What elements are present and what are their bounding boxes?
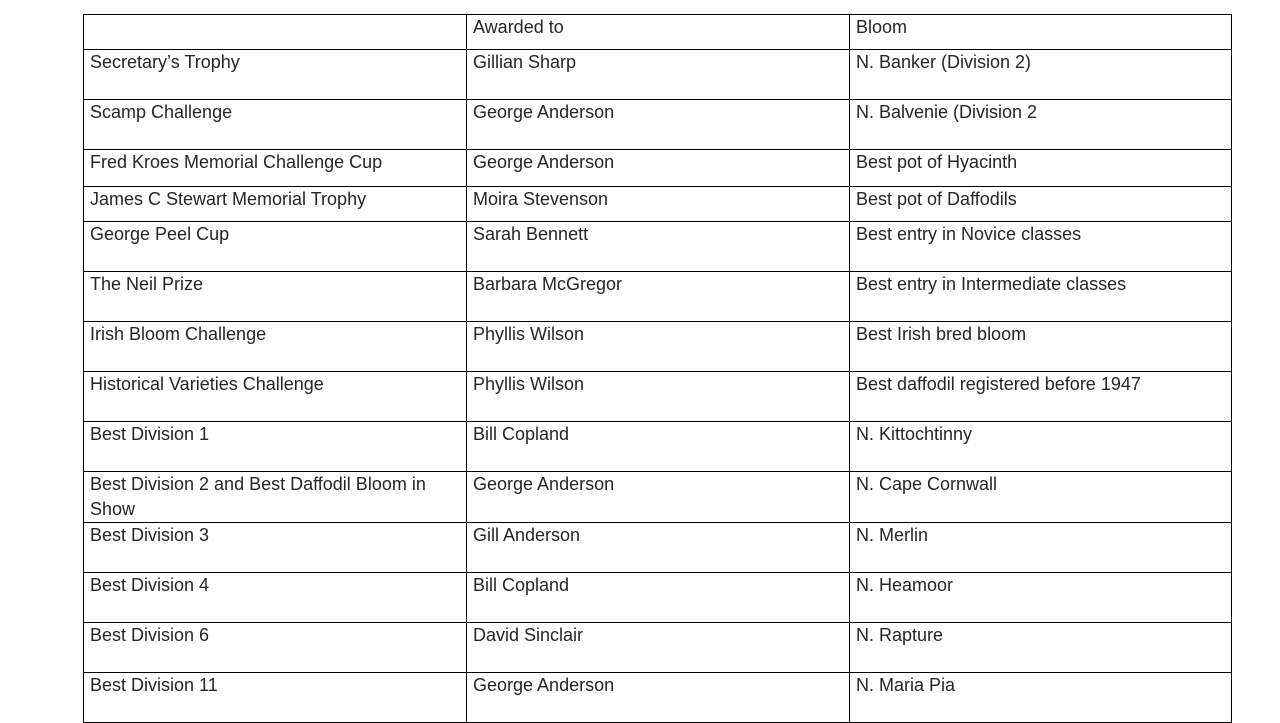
table-row (84, 523, 1232, 573)
awarded-to-cell: George Anderson (467, 100, 850, 150)
table-row (84, 623, 1232, 673)
trophy-cell: Best Division 6 (84, 623, 467, 673)
trophy-cell: Best Division 2 and Best Daffodil Bloom in Show (84, 472, 467, 523)
awarded-to-cell: Sarah Bennett (467, 222, 850, 272)
table-row (84, 272, 1232, 322)
trophy-cell: Best Division 3 (84, 523, 467, 573)
table-row (84, 673, 1232, 723)
awarded-to-cell: Gillian Sharp (467, 50, 850, 100)
awarded-to-cell: Gill Anderson (467, 523, 850, 573)
awards-table-body (84, 15, 1232, 723)
awarded-to-cell: Moira Stevenson (467, 187, 850, 222)
trophy-cell: Best Division 1 (84, 422, 467, 472)
bloom-cell: N. Cape Cornwall (850, 472, 1232, 523)
bloom-cell: Best pot of Daffodils (850, 187, 1232, 222)
trophy-cell: James C Stewart Memorial Trophy (84, 187, 467, 222)
trophy-cell: Best Division 4 (84, 573, 467, 623)
bloom-cell: N. Kittochtinny (850, 422, 1232, 472)
trophy-cell: Scamp Challenge (84, 100, 467, 150)
trophy-cell: The Neil Prize (84, 272, 467, 322)
header-cell-trophy (84, 15, 467, 50)
table-row (84, 150, 1232, 187)
trophy-cell: Secretary’s Trophy (84, 50, 467, 100)
header-cell-awarded-to: Awarded to (467, 15, 850, 50)
table-row (84, 187, 1232, 222)
trophy-cell: Best Division 11 (84, 673, 467, 723)
awarded-to-cell: George Anderson (467, 150, 850, 187)
table-row (84, 322, 1232, 372)
awards-table (83, 14, 1232, 723)
bloom-cell: N. Balvenie (Division 2 (850, 100, 1232, 150)
awarded-to-cell: Barbara McGregor (467, 272, 850, 322)
table-row (84, 472, 1232, 523)
bloom-cell: N. Rapture (850, 623, 1232, 673)
bloom-cell: N. Banker (Division 2) (850, 50, 1232, 100)
bloom-cell: Best pot of Hyacinth (850, 150, 1232, 187)
table-row (84, 222, 1232, 272)
header-cell-bloom: Bloom (850, 15, 1232, 50)
trophy-cell: Irish Bloom Challenge (84, 322, 467, 372)
awarded-to-cell: Bill Copland (467, 422, 850, 472)
table-row (84, 100, 1232, 150)
table-row (84, 50, 1232, 100)
awarded-to-cell: George Anderson (467, 673, 850, 723)
trophy-cell: Fred Kroes Memorial Challenge Cup (84, 150, 467, 187)
trophy-cell: Historical Varieties Challenge (84, 372, 467, 422)
bloom-cell: Best daffodil registered before 1947 (850, 372, 1232, 422)
bloom-cell: Best Irish bred bloom (850, 322, 1232, 372)
table-header-row (84, 15, 1232, 50)
awarded-to-cell: Bill Copland (467, 573, 850, 623)
bloom-cell: N. Maria Pia (850, 673, 1232, 723)
table-row (84, 372, 1232, 422)
trophy-cell: George Peel Cup (84, 222, 467, 272)
bloom-cell: N. Merlin (850, 523, 1232, 573)
awarded-to-cell: George Anderson (467, 472, 850, 523)
table-row (84, 573, 1232, 623)
bloom-cell: Best entry in Novice classes (850, 222, 1232, 272)
bloom-cell: N. Heamoor (850, 573, 1232, 623)
awarded-to-cell: David Sinclair (467, 623, 850, 673)
bloom-cell: Best entry in Intermediate classes (850, 272, 1232, 322)
awarded-to-cell: Phyllis Wilson (467, 372, 850, 422)
awarded-to-cell: Phyllis Wilson (467, 322, 850, 372)
table-row (84, 422, 1232, 472)
